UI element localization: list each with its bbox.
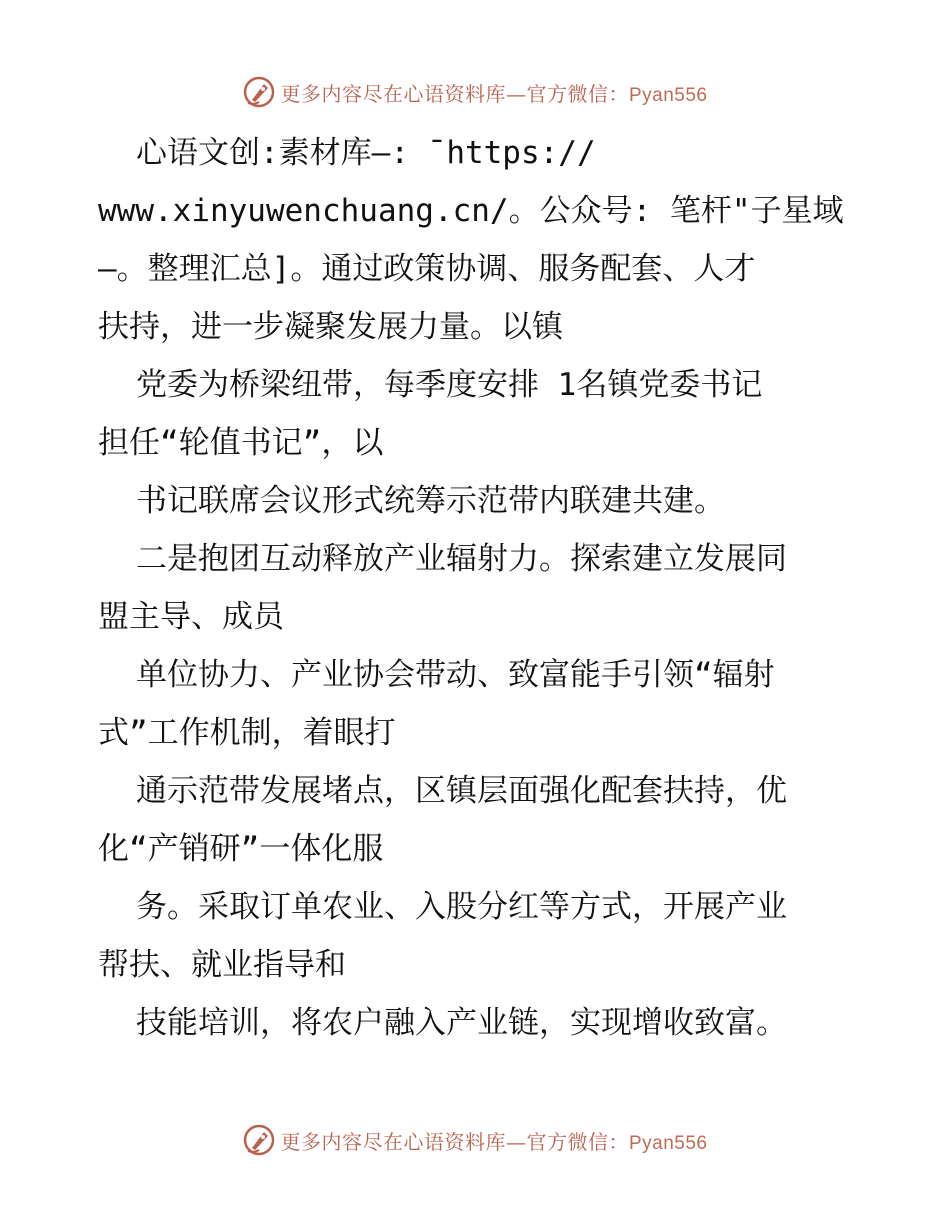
footer-banner [0, 1120, 950, 1160]
header-banner [0, 72, 950, 112]
header-wechat-id: Pyan556 [628, 84, 708, 106]
document-body [98, 124, 858, 1052]
pen-nib-logo-icon [242, 75, 276, 109]
body-line: 技能培训，将农户融入产业链，实现增收致富。 [136, 1005, 787, 1041]
header-separator: — [505, 81, 527, 106]
body-line: www.xinyuwenchuang.cn/。公众号: 笔杆"子星域 [98, 193, 844, 229]
body-line: 式”工作机制，着眼打 [98, 715, 396, 751]
body-line: 通示范带发展堵点，区镇层面强化配套扶持，优 [136, 773, 787, 809]
footer-text [280, 1126, 707, 1155]
footer-wechat-id: Pyan556 [628, 1132, 708, 1154]
body-line: 帮扶、就业指导和 [98, 947, 346, 983]
footer-label: 官方微信： [526, 1129, 629, 1154]
body-line: 务。采取订单农业、入股分红等方式，开展产业 [136, 889, 787, 925]
header-text-cn: 更多内容尽在心语资料库 [280, 81, 506, 106]
body-line: 二是抱团互动释放产业辐射力。探索建立发展同 [136, 541, 787, 577]
footer-text-cn: 更多内容尽在心语资料库 [280, 1129, 506, 1154]
pen-nib-logo-icon [242, 1123, 276, 1157]
footer-separator: — [505, 1129, 527, 1154]
body-line: 心语文创:素材库—: ¯https:// [136, 135, 596, 171]
body-line: —。整理汇总]。通过政策协调、服务配套、人才 [98, 251, 756, 287]
body-line: 书记联席会议形式统筹示范带内联建共建。 [136, 483, 725, 519]
body-line: 单位协力、产业协会带动、致富能手引领“辐射 [136, 657, 775, 693]
body-line: 担任“轮值书记”，以 [98, 425, 384, 461]
header-label: 官方微信： [526, 81, 629, 106]
body-line: 化“产销研”一体化服 [98, 831, 384, 867]
body-line: 党委为桥梁纽带，每季度安排 1名镇党委书记 [136, 367, 763, 403]
body-line: 扶持，进一步凝聚发展力量。以镇 [98, 309, 563, 345]
header-text [280, 78, 707, 107]
body-line: 盟主导、成员 [98, 599, 284, 635]
